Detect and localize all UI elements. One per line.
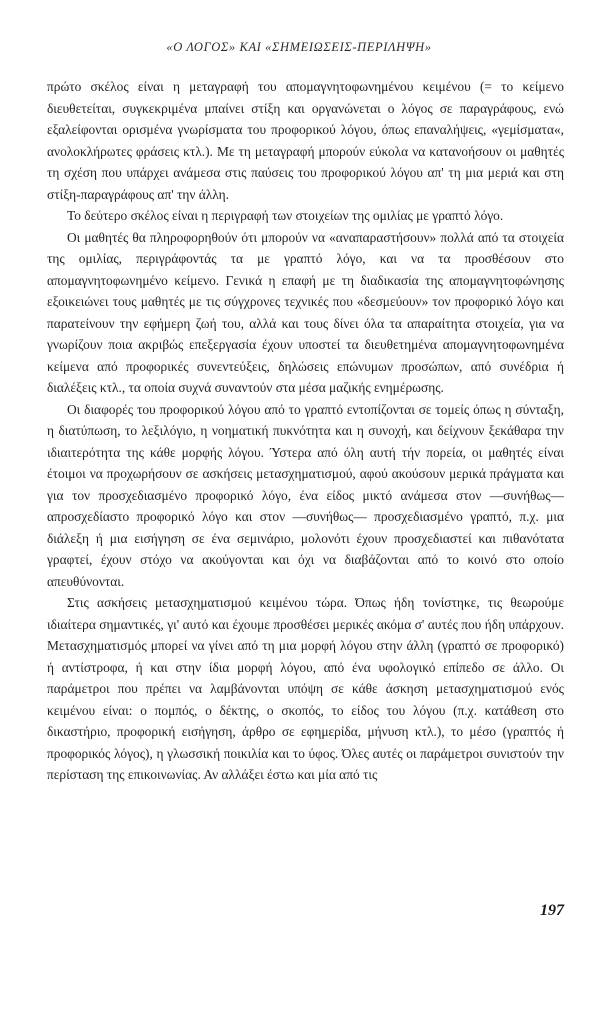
paragraph-1: πρώτο σκέλος είναι η μεταγραφή του απομαγνητοφωνημένου κειμένου (= το κείμενο διευθετείται, συγκεκριμένα μπαίνει στίξη και οργανώνεται ο λόγος σε παραγράφους, ενώ εξαλείφονται ορισμένα γνωρίσματα του προφορικού λόγου, όπως επαναλήψεις, «γεμίσματα«, ανολοκλήρωτες φράσεις κτλ.). Με τη μεταγραφή μπορούν εύκολα να κατανοήσουν οι μαθητές τη σχέση που υπάρχει ανάμεσα στις παύσεις του προφορικού λόγου απ' τη μια μεριά και στη στίξη-παραγράφους απ' την άλλη. <box>47 79 564 202</box>
running-head: «Ο ΛΟΓΟΣ» ΚΑΙ «ΣΗΜΕΙΩΣΕΙΣ-ΠΕΡΙΛΗΨΗ» <box>166 40 432 54</box>
paragraph-3: Οι μαθητές θα πληροφορηθούν ότι μπορούν να «αναπαραστήσουν» πολλά από τα στοιχεία της ομιλίας, περιγράφοντάς τα με γραπτό λόγο, και να τα προσθέσουν στο απομαγνητοφωνημένο κείμενο. Γενικά η επαφή με τη διαδικασία της απομαγνητοφώνησης εξοικειώνει τους μαθητές με τις σύγχρονες τεχνικές που «δεσμεύουν» τον προφορικό λόγο και παρατείνουν την εφήμερη ζωή του, αλλά και τους δίνει όλα τα απαραίτητα στοιχεία, για να γνωρίζουν ποια ακριβώς επεξεργασία έχουν υποστεί τα διευθετημένα απομαγνητοφωνημένα κείμενα από προφορικές συνεντεύξεις, δηλώσεις επώνυμων προσώπων, από συνέδρια ή διαλέξεις κτλ., τα οποία συχνά συναντούν στα μέσα μαζικής ενημέρωσης. <box>47 229 564 395</box>
paragraph-2: Το δεύτερο σκέλος είναι η περιγραφή των στοιχείων της ομιλίας με γραπτό λόγο. <box>67 208 504 223</box>
paragraph-5: Στις ασκήσεις μετασχηματισμού κειμένου τώρα. Όπως ήδη τονίστηκε, τις θεωρούμε ιδιαίτερα σημαντικές, γι' αυτό και έχουμε προσθέσει μερικές ακόμα σ' αυτές που ήδη υπάρχουν. Μετασχηματισμός μπορεί να γίνει από τη μια μορφή λόγου στην άλλη (γραπτό σε προφορικό) ή αντίστροφα, ή και στην ίδια μορφή λόγου, από ένα υφολογικό επίπεδο σε άλλο. Οι παράμετροι που πρέπει να λαμβάνονται υπόψη σε κάθε άσκηση μετασχηματισμού ενός κειμένου είναι: ο πομπός, ο δέκτης, ο σκοπός, το είδος του λόγου (π.χ. κατάθεση στο δικαστήριο, προφορική εισήγηση, άρθρο σε εφημερίδα, μήνυση κτλ.), το μέσο (γραπτός ή προφορικός λόγος), η γλωσσική ποικιλία και το ύφος. Όλες αυτές οι παράμετροι συνιστούν την περίσταση της επικοινωνίας. Αν αλλάξει έστω και μία από τις <box>47 595 564 782</box>
paragraph-4: Οι διαφορές του προφορικού λόγου από το γραπτό εντοπίζονται σε τομείς όπως η σύνταξη, η διατύπωση, το λεξιλόγιο, η νοηματική πυκνότητα και η συνοχή, και δείχνουν ξεκάθαρα την ιδιαιτερότητα της κάθε μορφής λόγου. Ύστερα από όλη αυτή τήν πορεία, οι μαθητές είναι έτοιμοι να προχωρήσουν σε ασκήσεις μετασχηματισμού, αφού ακούσουν μερικά πράγματα και για τον προσχεδιασμένο προφορικό λόγο, ένα είδος μικτό ανάμεσα στον —συνήθως— απροσχεδίαστο προφορικό λόγο και στον —συνήθως— προσχεδιασμένο γραπτό, π.χ. μια διάλεξη ή μια εισήγηση σε ένα σεμινάριο, μολονότι έχουν προσχεδιαστεί και πιθανότατα γραφτεί, έχουν στόχο να ακούγονται και όχι να διαβάζονται από το κοινό στο οποίο απευθύνονται. <box>47 401 564 589</box>
body-text <box>47 76 564 786</box>
page-number: 197 <box>540 902 564 919</box>
